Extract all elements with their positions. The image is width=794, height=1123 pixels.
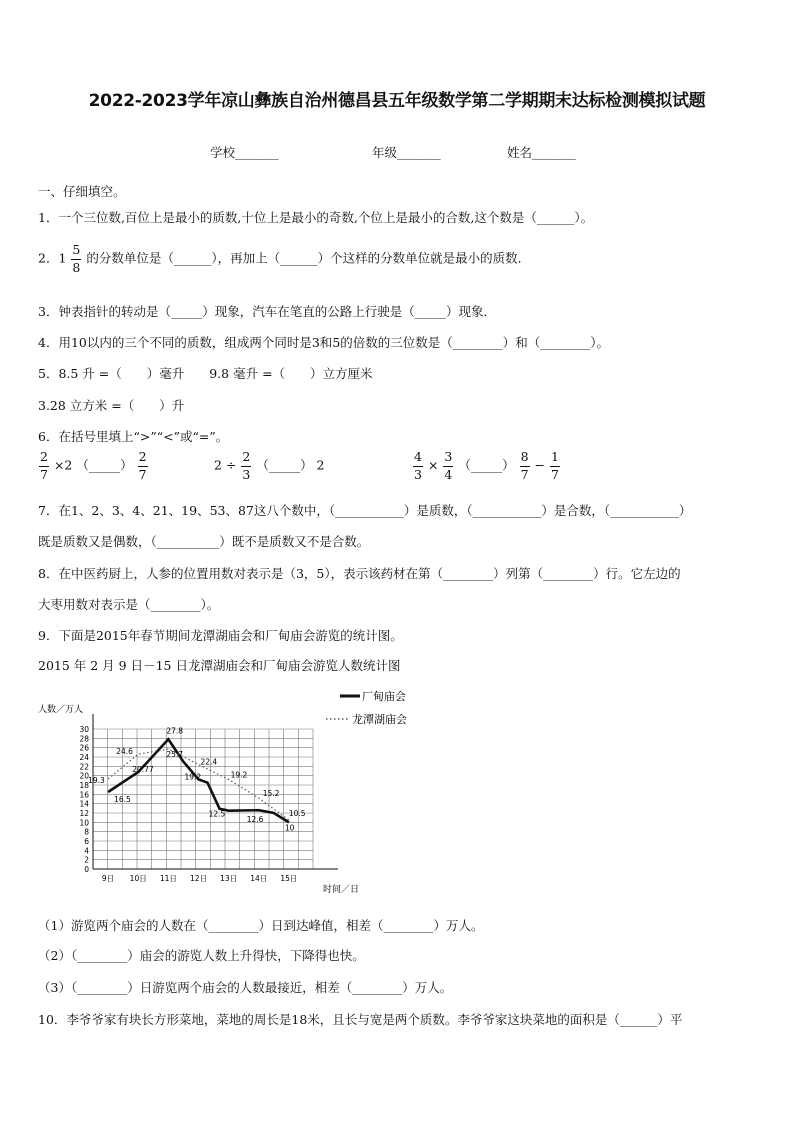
y-tick-label: 8 [84,827,89,837]
x-tick-label: 10日 [129,874,147,883]
y-tick-label: 22 [79,762,89,772]
y-axis-label: 人数／万人 [38,705,84,715]
x-tick-label: 11日 [159,874,177,883]
q6e3-frac-b [443,451,453,481]
y-tick-label: 10 [79,818,89,828]
q6e3-frac-d [550,451,560,481]
data-label: 20.77 [132,765,154,775]
question-7a: 7．在1、2、3、4、21、19、53、87这八个数中，（___________）是质数，（___________）是合数，（___________） [38,503,692,518]
frac-num: 3 [443,451,453,467]
question-8b: 大枣用数对表示是（________）。 [38,597,220,612]
legend-label-changdian: 厂甸庙会 [362,690,406,703]
q2-frac-num: 5 [71,244,81,260]
question-5b: 3.28 立方米 =（ ）升 [38,398,185,413]
q6e3-blank: （_____） [458,457,515,473]
q6e2-lead: 2 ÷ [214,457,237,473]
school-field[interactable]: 学校_______ [210,145,279,160]
times-sign: × [427,457,439,473]
data-label: 12.5 [208,809,226,819]
q2-prefix: 2．1 [38,250,67,266]
q6e3-frac-c [520,451,530,481]
name-field[interactable]: 姓名_______ [507,145,576,160]
y-tick-label: 12 [79,809,89,818]
question-9-2: （2）（________）庙会的游览人数上升得快，下降得也快。 [38,948,365,963]
y-tick-label: 0 [84,865,89,874]
q6e1-frac-b [138,451,148,481]
y-tick-label: 6 [84,837,89,846]
q2-fraction [71,244,81,274]
x-tick-label: 13日 [220,874,238,883]
y-tick-label: 18 [79,781,89,790]
y-tick-label: 30 [79,725,89,734]
data-label: 15.2 [262,789,280,799]
question-4: 4．用10以内的三个不同的质数，组成两个同时是3和5的倍数的三位数是（________）和（________）。 [38,335,610,350]
q6-expression-3 [412,451,561,481]
data-label: 16.5 [114,795,131,804]
y-tick-label: 14 [79,799,89,809]
frac-den: 4 [444,466,453,482]
question-9-1: （1）游览两个庙会的人数在（________）日到达峰值，相差（________）万人。 [38,918,484,933]
data-label: 25.7 [166,750,184,760]
frac-den: 7 [138,466,147,482]
y-tick-label: 16 [79,790,89,800]
data-label: 24.6 [116,747,133,757]
frac-den: 3 [414,466,422,482]
data-label: 12.6 [246,815,264,825]
chart-ticks [79,725,297,883]
q6e1-op: ×2 （_____） [53,457,133,473]
frac-num: 2 [39,451,49,467]
page-title: 2022-2023学年凉山彝族自治州德昌县五年级数学第二学期期末达标检测模拟试题 [88,91,706,111]
data-label: 19.2 [184,772,202,782]
frac-den: 7 [551,466,559,482]
legend-label-longtan: 龙潭湖庙会 [352,713,407,726]
y-tick-label: 28 [79,734,89,744]
x-axis-label: 时间／日 [323,885,360,895]
x-tick-label: 15日 [280,874,298,883]
chart-legend [326,689,407,726]
frac-num: 8 [520,451,530,467]
y-tick-label: 2 [84,855,89,865]
question-5a: 5．8.5 升 =（ ）毫升 9.8 毫升 =（ ）立方厘米 [38,366,373,381]
data-label: 10.5 [288,809,306,818]
data-label: 27.8 [166,726,184,736]
q2-text: 的分数单位是（______），再加上（______）个这样的分数单位就是最小的质数． [86,250,531,266]
question-10: 10．李爷爷家有块长方形菜地，菜地的周长是18米，且长与宽是两个质数。李爷爷家这块菜地的面积是（______）平 [38,1012,683,1027]
frac-num: 2 [138,451,148,467]
question-1: 1．一个三位数,百位上是最小的质数,十位上是最小的奇数,个位上是最小的合数,这个数是（______）。 [38,210,594,225]
q2-frac-den: 8 [72,259,81,275]
q6-expression-1 [38,451,149,481]
data-label: 10 [284,823,295,833]
data-label: 19.2 [230,770,248,780]
question-2 [38,244,530,274]
question-6-stem: 6．在括号里填上“>”“<”或“=”。 [38,429,229,444]
q6e2-frac [241,451,251,481]
grade-field[interactable]: 年级_______ [372,145,441,160]
frac-num: 4 [413,451,423,467]
section-heading: 一、仔细填空。 [38,184,126,199]
series-line-longtan [108,749,289,820]
q6e2-rest: （_____） 2 [256,457,325,473]
question-9: 9．下面是2015年春节期间龙潭湖庙会和厂甸庙会游览的统计图。 [38,628,403,643]
minus-sign: − [534,457,546,473]
data-label: 22.4 [200,757,218,767]
question-3: 3．钟表指针的转动是（_____）现象，汽车在笔直的公路上行驶是（_____）现象． [38,304,496,319]
question-8a: 8．在中医药厨上，人参的位置用数对表示是（3，5），表示该药材在第（________）列第（________）行。它左边的 [38,566,681,581]
y-tick-label: 26 [79,743,89,753]
question-7b: 既是质数又是偶数，（__________）既不是质数又不是合数。 [38,534,370,549]
frac-num: 1 [550,451,560,467]
x-tick-label: 9日 [101,874,115,883]
y-tick-label: 4 [84,846,89,856]
q6e3-frac-a [413,451,423,481]
chart-data-labels [88,726,306,832]
y-tick-label: 24 [79,753,89,762]
q6-expression-2 [214,451,325,481]
data-label: 19.3 [88,775,105,785]
x-tick-label: 14日 [250,874,268,883]
chart-grid [93,714,338,869]
question-9-3: （3）（________）日游览两个庙会的人数最接近，相差（________）万人。 [38,980,453,995]
frac-den: 3 [242,466,251,482]
y-tick-label: 20 [79,771,89,781]
frac-den: 7 [520,466,529,482]
line-chart [38,684,468,904]
q6e1-frac-a [39,451,49,481]
frac-den: 7 [40,466,48,482]
chart-caption: 2015 年 2 月 9 日－15 日龙潭湖庙会和厂甸庙会游览人数统计图 [38,658,401,673]
frac-num: 2 [241,451,251,467]
x-tick-label: 12日 [189,874,208,883]
